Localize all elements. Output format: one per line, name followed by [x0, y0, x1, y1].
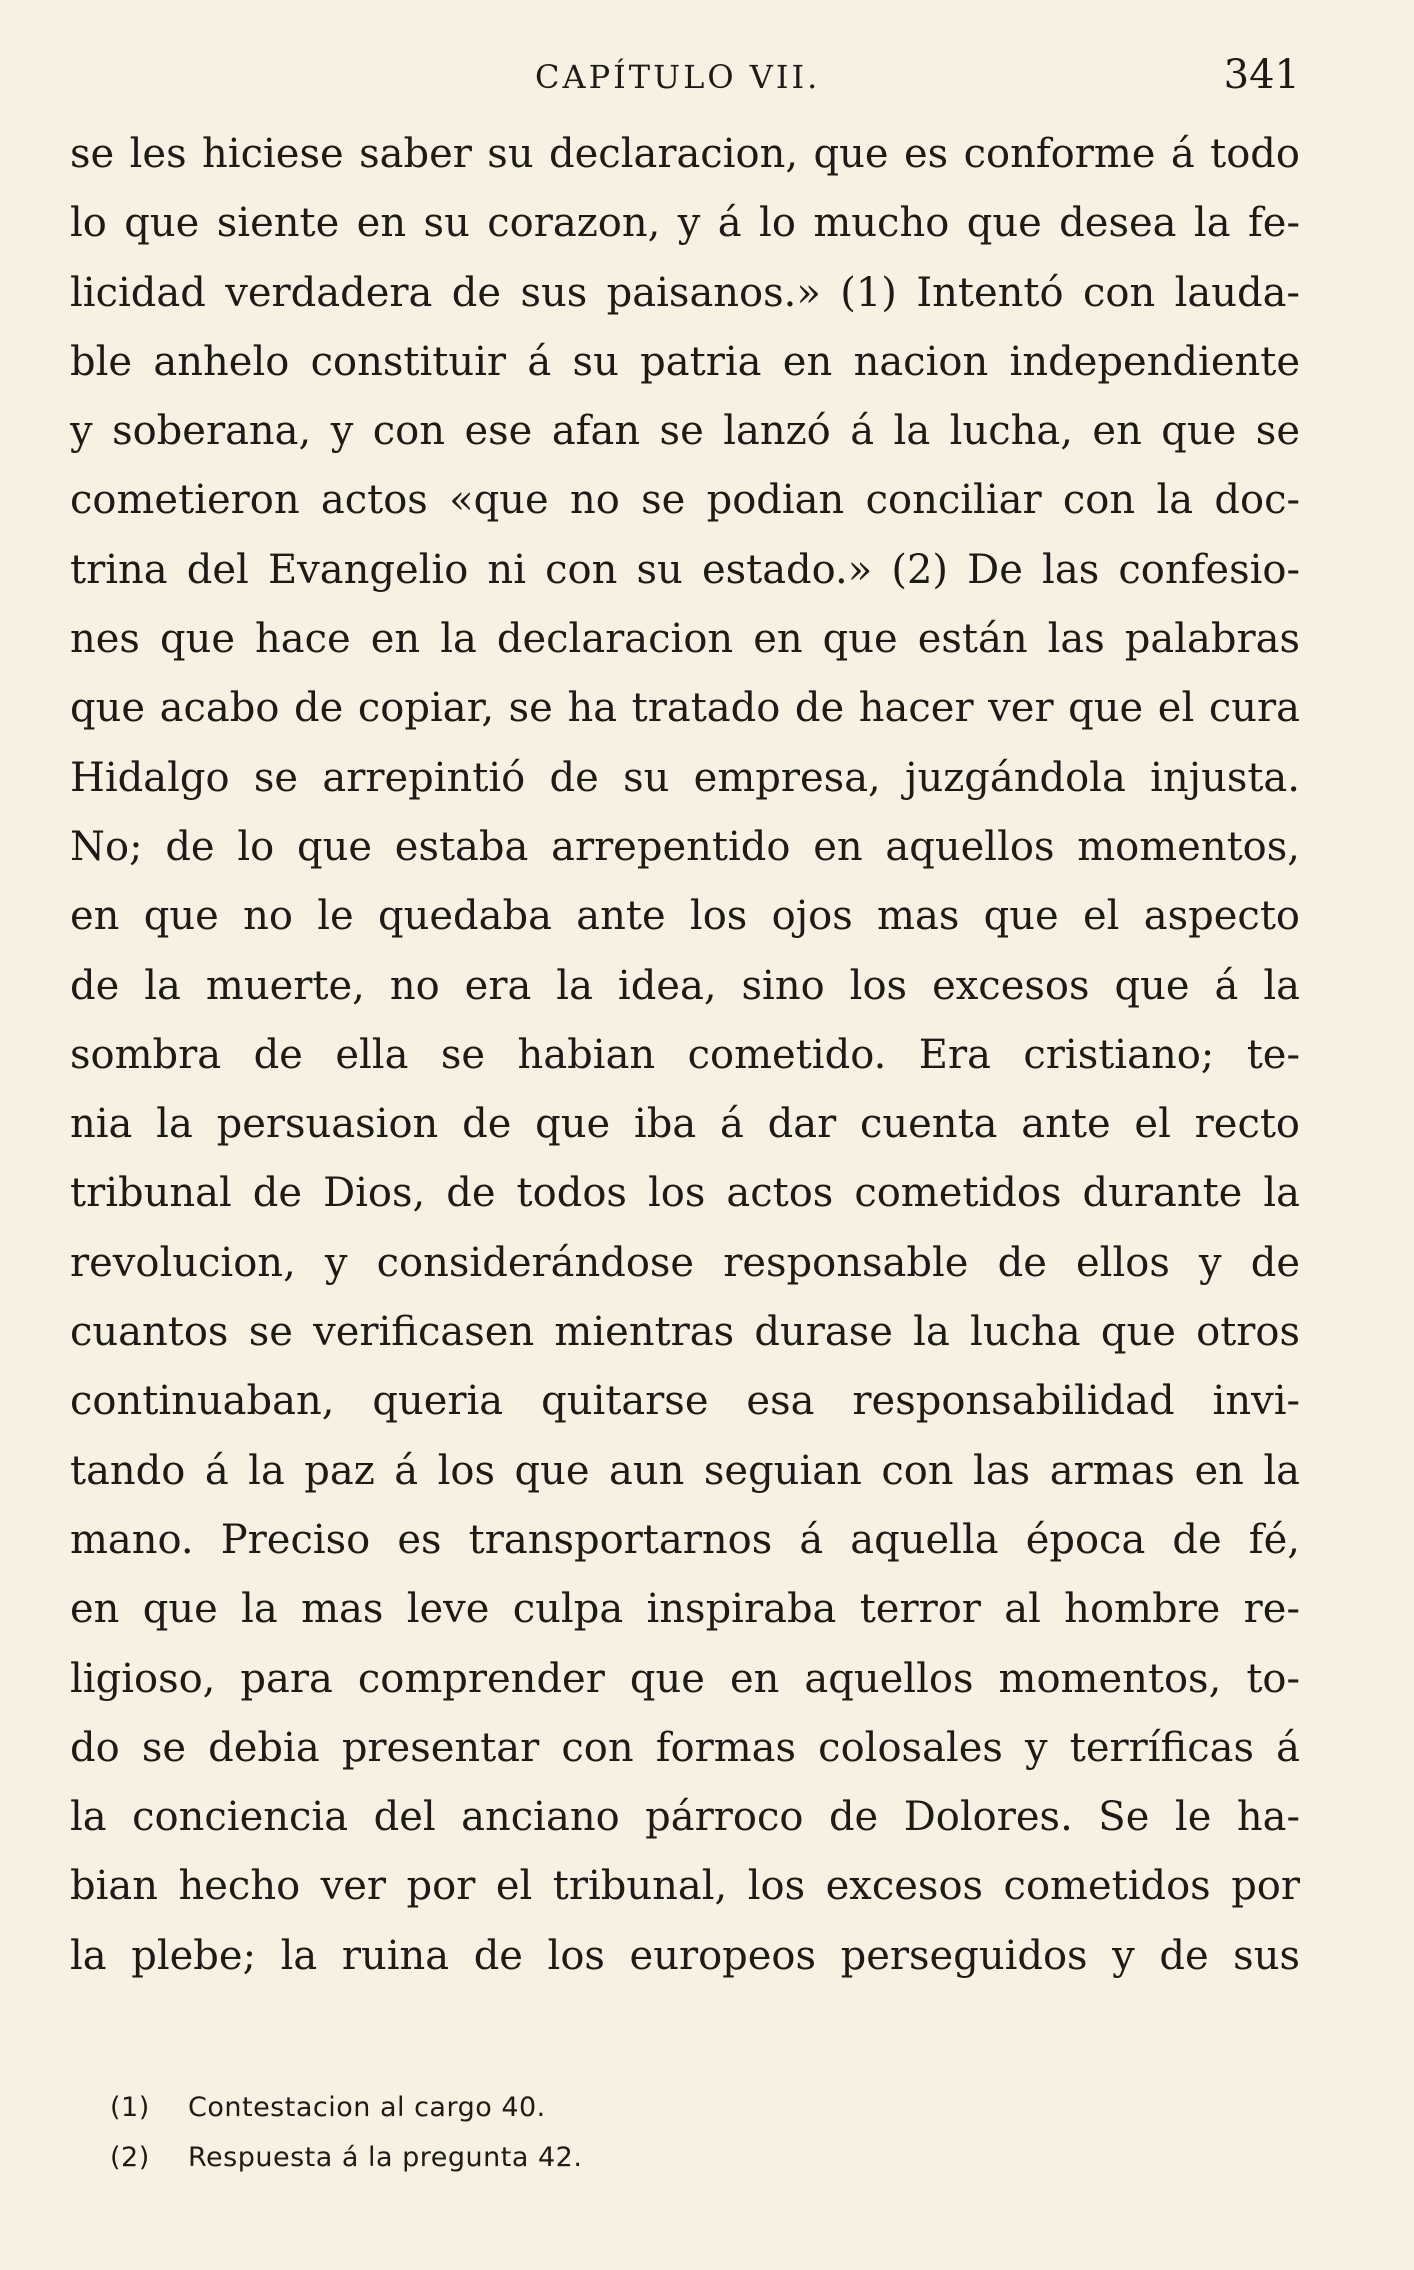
footnote-text: Respuesta á la pregunta 42. [188, 2142, 583, 2173]
text-line: bian hecho ver por el tribunal, los excesos cometidos por [70, 1863, 1300, 1910]
text-line: ligioso, para comprender que en aquellos momentos, to- [70, 1655, 1300, 1702]
text-line: cuantos se verificasen mientras durase la lucha que otros [70, 1309, 1300, 1356]
text-line: continuaban, queria quitarse esa responsabilidad invi- [70, 1378, 1300, 1425]
text-line: la plebe; la ruina de los europeos perseguidos y de sus [70, 1932, 1300, 1979]
footnote-2 [110, 2133, 1010, 2183]
text-line: trina del Evangelio ni con su estado.» (2) De las confesio- [70, 546, 1300, 593]
text-line: y soberana, y con ese afan se lanzó á la lucha, en que se [70, 408, 1300, 455]
text-line: se les hiciese saber su declaracion, que es conforme á todo [70, 131, 1300, 177]
text-line: mano. Preciso es transportarnos á aquella época de fé, [70, 1516, 1300, 1563]
footnote-1 [110, 2083, 1010, 2133]
footnote-text: Contestacion al cargo 40. [188, 2092, 546, 2123]
text-line: de la muerte, no era la idea, sino los excesos que á la [70, 962, 1300, 1009]
text-line: en que no le quedaba ante los ojos mas que el aspecto [70, 893, 1300, 940]
text-line: nia la persuasion de que iba á dar cuenta ante el recto [70, 1101, 1300, 1148]
text-line: nes que hace en la declaracion en que están las palabras [70, 616, 1300, 663]
running-title: CAPÍTULO VII. [535, 58, 821, 96]
body-text [70, 120, 1300, 1991]
text-line: cometieron actos «que no se podian conciliar con la doc- [70, 477, 1300, 524]
text-line: sombra de ella se habian cometido. Era cristiano; te- [70, 1031, 1300, 1078]
footnote-marker: (1) [110, 2092, 150, 2123]
text-line: do se debia presentar con formas colosales y terríficas á [70, 1724, 1300, 1771]
text-line: Hidalgo se arrepintió de su empresa, juzgándola injusta. [70, 754, 1300, 801]
text-line: que acabo de copiar, se ha tratado de hacer ver que el cura [70, 685, 1300, 732]
page-header [70, 52, 1300, 112]
text-line: tando á la paz á los que aun seguian con las armas en la [70, 1447, 1300, 1494]
text-line: licidad verdadera de sus paisanos.» (1) Intentó con lauda- [70, 269, 1300, 316]
text-line: la conciencia del anciano párroco de Dolores. Se le ha- [70, 1794, 1300, 1841]
text-line: tribunal de Dios, de todos los actos cometidos durante la [70, 1170, 1300, 1217]
footnotes [110, 2083, 1010, 2183]
page-number: 341 [1223, 52, 1300, 98]
text-line: lo que siente en su corazon, y á lo mucho que desea la fe- [70, 200, 1300, 247]
text-line: en que la mas leve culpa inspiraba terror al hombre re- [70, 1586, 1300, 1633]
text-line: revolucion, y considerándose responsable de ellos y de [70, 1239, 1300, 1286]
text-line: No; de lo que estaba arrepentido en aquellos momentos, [70, 823, 1300, 870]
footnote-marker: (2) [110, 2142, 150, 2173]
text-line: ble anhelo constituir á su patria en nacion independiente [70, 338, 1300, 385]
